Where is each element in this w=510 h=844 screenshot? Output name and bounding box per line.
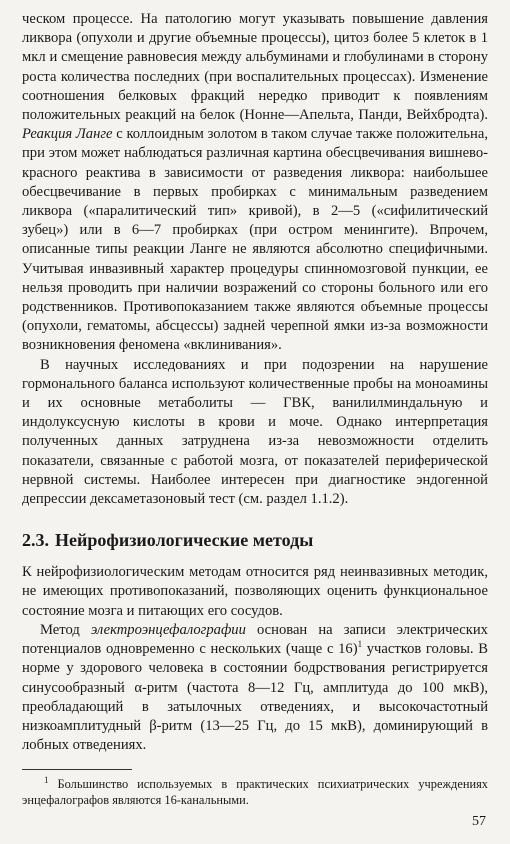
paragraph-4-middle: основан на записи электрических потенциалов одновременно с нескольких (чаще с 16) xyxy=(22,621,488,658)
paragraph-4-end: участков головы. В норме у здорового человека в состоянии бодрствования регистрируется синусообразный α-ритм (частота 8—12 Гц, амплитуда до 100 мкВ), преобладающий в затылочных отведениях, и высокочастотный низкоамплитудный β-ритм (13—25 Гц, до 15 мкВ), доминирующий в лобных отведениях. xyxy=(22,641,488,754)
paragraph-neurophysiology-intro xyxy=(22,563,488,621)
paragraph-3-text: К нейрофизиологическим методам относится ряд неинвазивных методик, не имеющих противопоказаний, позволяющих оценить функциональное состояние мозга и питающих его сосудов. xyxy=(22,564,488,619)
section-number: 2.3. xyxy=(22,530,49,551)
lange-reaction-term: Реакция Ланге xyxy=(22,126,113,143)
eeg-term: электроэнцефалографии xyxy=(90,621,246,638)
footnote xyxy=(22,776,488,808)
paragraph-hormonal-tests xyxy=(22,356,488,510)
footnote-reference: 1 xyxy=(357,639,363,650)
page-number: 57 xyxy=(472,814,486,829)
paragraph-csf-analysis xyxy=(22,10,488,356)
paragraph-eeg xyxy=(22,621,488,755)
footnote-text: Большинство используемых в практических психиатрических учреждениях энцефалографов являются 16-канальными. xyxy=(22,777,488,808)
section-heading xyxy=(22,529,488,551)
footnote-marker: 1 xyxy=(44,775,49,786)
paragraph-1-continuation: с коллоидным золотом в таком случае также положительна, при этом может наблюдаться различная картина обесцвечивания вишнево-красного реактива в зависимости от разведения ликвора: наибольшее обесцвечивание в первых пробирках с минимальным разведением ликвора («паралитический тип» кривой), в 2—5 («сифилитический зубец») или в 6—7 пробирках (при остром менингите). Впрочем, описанные типы реакции Ланге не являются абсолютно специфичными. Учитывая инвазивный характер процедуры спинномозговой пункции, ее нельзя проводить при наличии возражений со стороны больного или его родственников. Противопоказанием также являются объемные процессы (опухоли, гематомы, абсцессы) задней черепной ямки из-за возможности возникновения феномена «вклинивания». xyxy=(22,126,488,354)
footnote-divider xyxy=(22,769,132,770)
paragraph-1-text: ческом процессе. На патологию могут указывать повышение давления ликвора (опухоли и другие объемные процессы), цитоз более 5 клеток в 1 мкл и смещение равновесия между альбуминами и глобулинами в сторону роста количества последних (при воспалительных процессах). Изменение соотношения белковых фракций нередко приводит к появлениям положительных реакций на белок (Нонне—Апельта, Панди, Вейхбродта). xyxy=(22,11,488,124)
section-title: Нейрофизиологические методы xyxy=(55,530,314,551)
paragraph-4-start: Метод xyxy=(40,621,80,638)
paragraph-2-text: В научных исследованиях и при подозрении на нарушение гормонального баланса используют количественные пробы на моноамины и их основные метаболиты — ГВК, ванилилминдальную и индолуксусную кислоты в крови и моче. Однако интерпретация полученных данных затруднена из-за невозможности отделить показатели, связанные с работой мозга, от показателей периферической нервной системы. Наиболее интересен при диагностике эндогенной депрессии дексаметазоновый тест (см. раздел 1.1.2). xyxy=(22,356,488,508)
